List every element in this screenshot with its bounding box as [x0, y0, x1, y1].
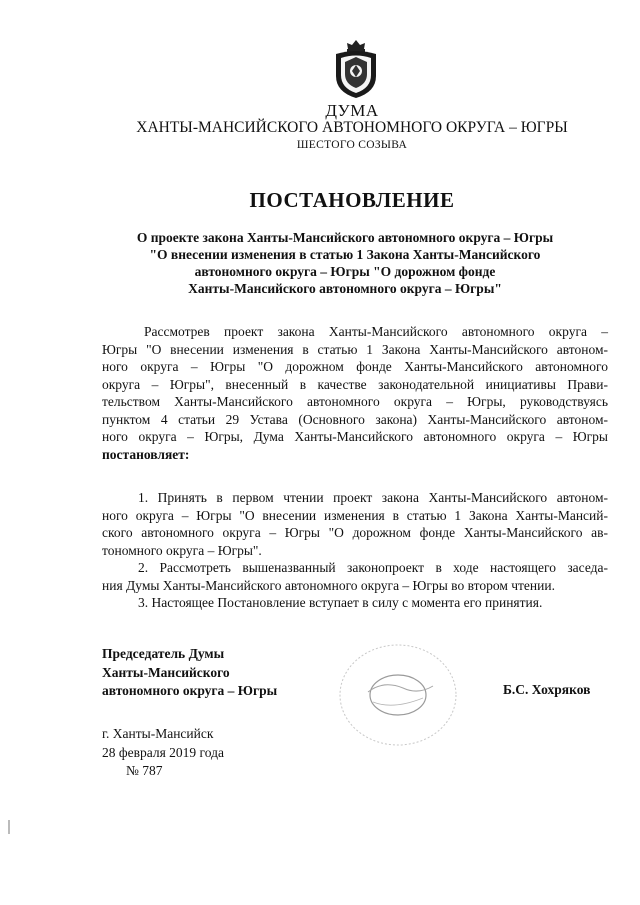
paragraph-line: Рассмотрев проект закона Ханты-Мансийского автономного округа – [144, 324, 608, 339]
signatory-title-line: автономного округа – Югры [102, 683, 278, 698]
item-1-line: ного округа – Югры "О внесении изменения в статью 1 Закона Ханты-Мансий- [102, 507, 608, 523]
paragraph-line: ного округа – Югры "О дорожном фонде Ханты-Мансийского автономного [102, 359, 608, 374]
signatory-title-line: Председатель Думы [102, 646, 225, 661]
paragraph-line: тельством Ханты-Мансийского автономного округа – Югры, руководствуясь [102, 394, 608, 409]
resolution-items [102, 489, 608, 612]
paragraph-line: ного округа – Югры, Дума Ханты-Мансийского автономного округа – Югры [102, 429, 608, 444]
item-2-line: 2. Рассмотреть вышеназванный законопроект в ходе настоящего заседа- [138, 560, 608, 575]
margin-mark [8, 820, 10, 834]
signatory-title-line: Ханты-Мансийского [102, 664, 230, 680]
document-place: г. Ханты-Мансийск [102, 726, 214, 741]
document-number: № 787 [126, 763, 163, 778]
signatory-title [102, 645, 277, 701]
item-3-line: 3. Настоящее Постановление вступает в силу с момента его принятия. [138, 595, 543, 610]
item-1-line: тономного округа – Югры". [102, 542, 262, 558]
subject-line: "О внесении изменения в статью 1 Закона Ханты-Мансийского [149, 247, 541, 262]
signatory-name: Б.С. Хохряков [503, 682, 591, 697]
resolves-keyword: постановляет: [102, 446, 190, 462]
subject-line: О проекте закона Ханты-Мансийского автономного округа – Югры [136, 230, 554, 245]
paragraph-line: пунктом 4 статьи 29 Устава (Основного закона) Ханты-Мансийского автоном- [102, 411, 608, 427]
document-footer [102, 725, 224, 781]
subject-line: автономного округа – Югры "О дорожном фонде [194, 264, 496, 279]
organization-full-name: ХАНТЫ-МАНСИЙСКОГО АВТОНОМНОГО ОКРУГА – ЮГРЫ [136, 119, 568, 136]
paragraph-line: округа – Югры", внесенный в качестве законодательной инициативы Прави- [102, 376, 608, 392]
item-2-line: ния Думы Ханты-Мансийского автономного округа – Югры во втором чтении. [102, 577, 555, 593]
document-subject [75, 229, 615, 297]
signature-stamp [333, 640, 463, 750]
item-1-line: 1. Принять в первом чтении проект закона Ханты-Мансийского автоном- [138, 490, 608, 505]
intro-paragraph [102, 323, 608, 463]
document-date: 28 февраля 2019 года [102, 744, 224, 760]
organization-name: ДУМА [325, 101, 379, 120]
item-1-line: ского автономного округа – Югры "О дорожном фонде Ханты-Мансийского ав- [102, 525, 608, 540]
convocation: ШЕСТОГО СОЗЫВА [296, 139, 408, 151]
coat-of-arms-icon [331, 38, 381, 100]
subject-line: Ханты-Мансийского автономного округа – Югры" [188, 281, 502, 296]
paragraph-line: Югры "О внесении изменения в статью 1 Закона Ханты-Мансийского автоном- [102, 341, 608, 357]
document-type: ПОСТАНОВЛЕНИЕ [249, 188, 455, 212]
